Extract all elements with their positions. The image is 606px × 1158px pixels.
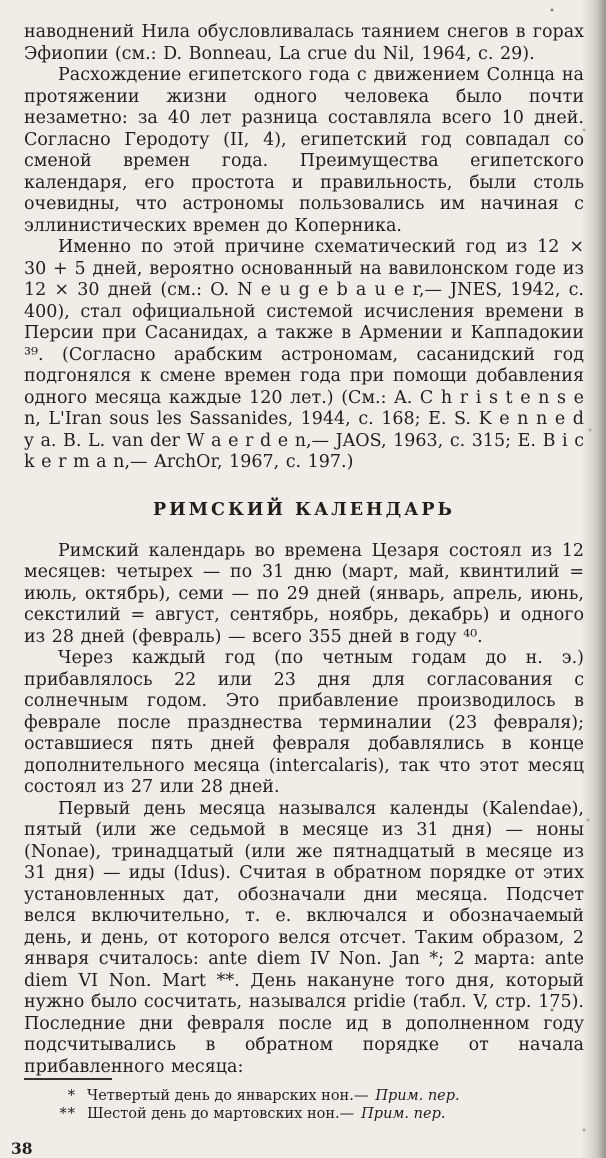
paragraph-intercalation: Через каждый год (по четным годам до н. э.) прибавлялось 22 или 23 дня для согласования с солнечным годом. Это прибавление производилось в феврале после празднества терминалии (23 февраля); оставшиеся пять дней февраля добавлялись в конце дополнительного месяца (intercalaris), так что этот месяц состоял из 27 или 28 дней. bbox=[24, 648, 584, 797]
paragraph-roman-months: Римский календарь во времена Цезаря состоял из 12 месяцев: четырех — по 31 дню (март, май, квинтилий = июль, октябрь), семи — по 29 дней (январь, апрель, июнь, секстилий = август, сентябрь, ноябрь, декабрь) и одного из 28 дней (февраль) — всего 355 дней в году ⁴⁰. bbox=[24, 540, 584, 647]
paragraph-nile-floods: наводнений Нила обусловливалась таянием снегов в горах Эфиопии (см.: D. Bonneau, La crue du Nil, 1964, с. 29). bbox=[24, 22, 584, 64]
footnote-text: Четвертый день до январских нон.— bbox=[87, 1088, 369, 1104]
paragraph-egyptian-year-divergence: Расхождение египетского года с движением Солнца на протяжении жизни одного человека было почти незаметно: за 40 лет разница составляла всего 10 дней. Согласно Геродоту (II, 4), египетский год совпадал со сменой времен года. Преимущества египетского календаря, его простота и правильность, были столь очевидны, что астрономы пользовались им начиная с эллинистических времен до Коперника. bbox=[24, 65, 584, 236]
paragraph-schematic-year: Именно по этой причине схематический год из 12 × 30 + 5 дней, вероятно основанный на вавилонском годе из 12 × 30 дней (см.: O. N e u g e b a u e r,— JNES, 1942, с. 400), стал официальной системой исчисления времени в Персии при Сасанидах, а также в Армении и Каппадокии ³⁹. (Согласно арабским астрономам, сасанидский год подгонялся к смене времен года при помощи добавления одного месяца каждые 120 лет.) (См.: A. C h r i s t e n s e n, L'Iran sous les Sassanides, 1944, с. 168; E. S. K e n n e d y a. B. L. van der W a e r d e n,— JAOS, 1963, с. 315; E. B i c k e r m a n,— ArchOr, 1967, с. 197.) bbox=[24, 237, 584, 472]
section-heading-roman-calendar: РИМСКИЙ КАЛЕНДАРЬ bbox=[152, 499, 455, 520]
footnote-marker: ** bbox=[59, 1106, 76, 1122]
footnote-january-nones bbox=[24, 1087, 584, 1105]
footnote-marker: * bbox=[67, 1088, 76, 1104]
footnote-text: Шестой день до мартовских нон.— bbox=[87, 1106, 355, 1122]
page-number: 38 bbox=[11, 1139, 33, 1158]
footnote-attribution: Прим. пер. bbox=[375, 1088, 460, 1104]
footnotes-block bbox=[24, 1087, 584, 1123]
footnote-divider bbox=[24, 1078, 112, 1080]
paragraph-kalendae-nonae-idus: Первый день месяца назывался календы (Kalendae), пятый (или же седьмой в месяце из 31 дня) — ноны (Nonae), тринадцатый (или же пятнадцатый в месяце из 31 дня) — иды (Idus). Считая в обратном порядке от этих установленных дат, обозначали дни месяца. Подсчет велся включительно, т. е. включался и обозначаемый день, и день, от которого велся отсчет. Таким образом, 2 января считалось: ante diem IV Non. Jan *; 2 марта: ante diem VI Non. Mart **. День накануне того дня, который нужно было сосчитать, назывался pridie (табл. V, стр. 175). Последние дни февраля после ид в дополненном году подсчитывались в обратном порядке от начала прибавленного месяца: bbox=[24, 798, 584, 1077]
footnote-attribution: Прим. пер. bbox=[361, 1106, 446, 1122]
footnote-march-nones bbox=[24, 1105, 584, 1123]
